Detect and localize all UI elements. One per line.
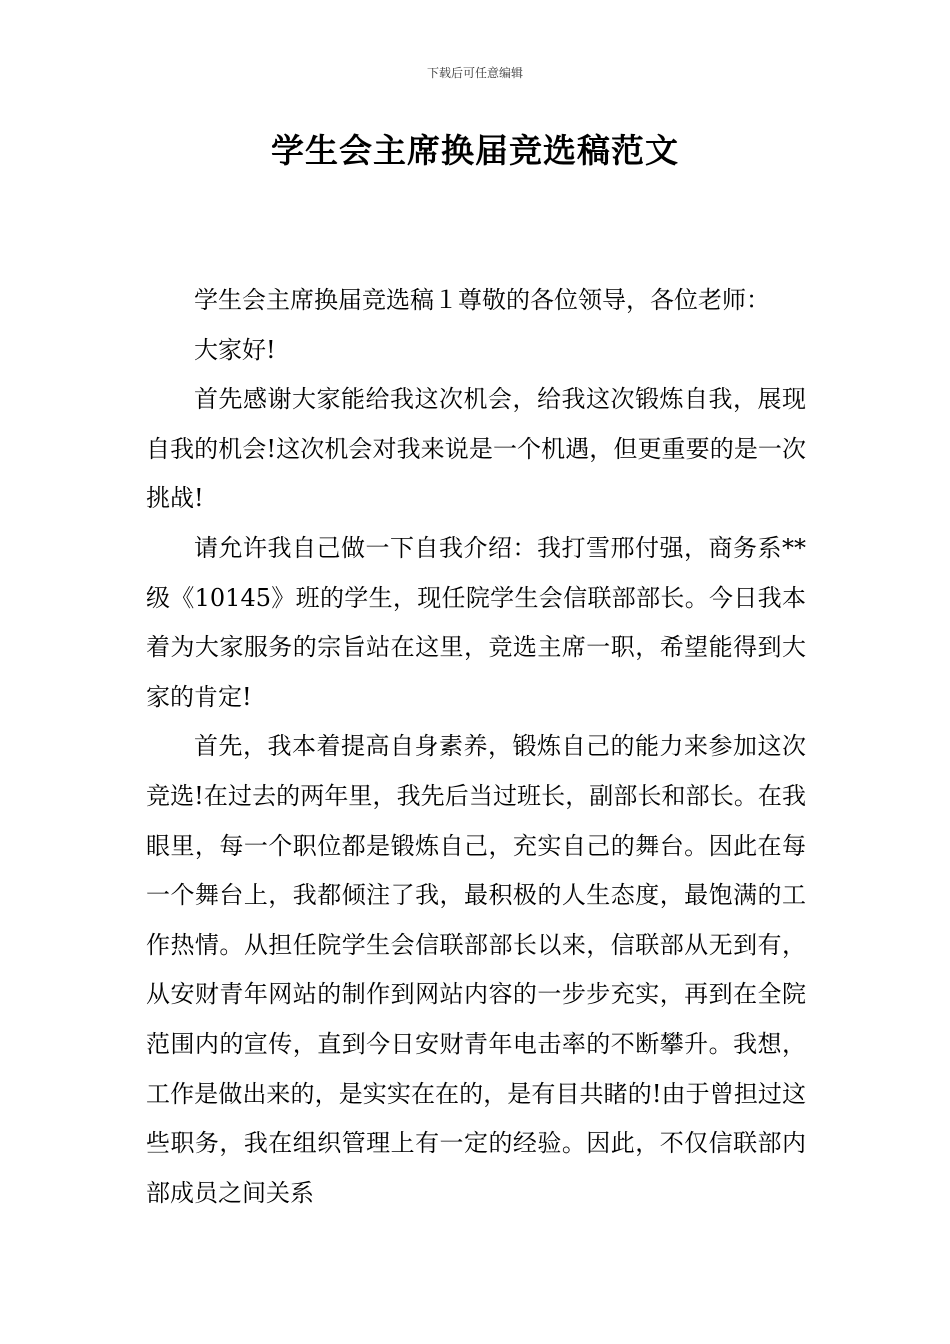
document-body	[146, 276, 806, 1218]
document-title: 学生会主席换届竞选稿范文	[271, 131, 679, 170]
paragraph: 请允许我自己做一下自我介绍：我打雪邢付强，商务系**级《10145》班的学生，现任院学生会信联部部长。今日我本着为大家服务的宗旨站在这里，竞选主席一职，希望能得到大家的肯定!	[146, 533, 806, 711]
paragraph: 学生会主席换届竞选稿１尊敬的各位领导，各位老师：	[194, 286, 770, 314]
paragraph: 大家好!	[194, 335, 276, 364]
paragraph: 首先感谢大家能给我这次机会，给我这次锻炼自我，展现自我的机会!这次机会对我来说是一个机遇，但更重要的是一次挑战!	[146, 385, 806, 513]
header-note: 下载后可任意编辑	[426, 66, 523, 80]
paragraph: 首先，我本着提高自身素养，锻炼自己的能力来参加这次竞选!在过去的两年里，我先后当过班长，副部长和部长。在我眼里，每一个职位都是锻炼自己，充实自己的舞台。因此在每一个舞台上，我都倾注了我，最积极的人生态度，最饱满的工作热情。从担任院学生会信联部部长以来，信联部从无到有，从安财青年网站的制作到网站内容的一步步充实，再到在全院范围内的宣传，直到今日安财青年电击率的不断攀升。我想，工作是做出来的，是实实在在的，是有目共睹的!由于曾担过这些职务，我在组织管理上有一定的经验。因此，不仅信联部内部成员之间关系	[146, 732, 806, 1207]
